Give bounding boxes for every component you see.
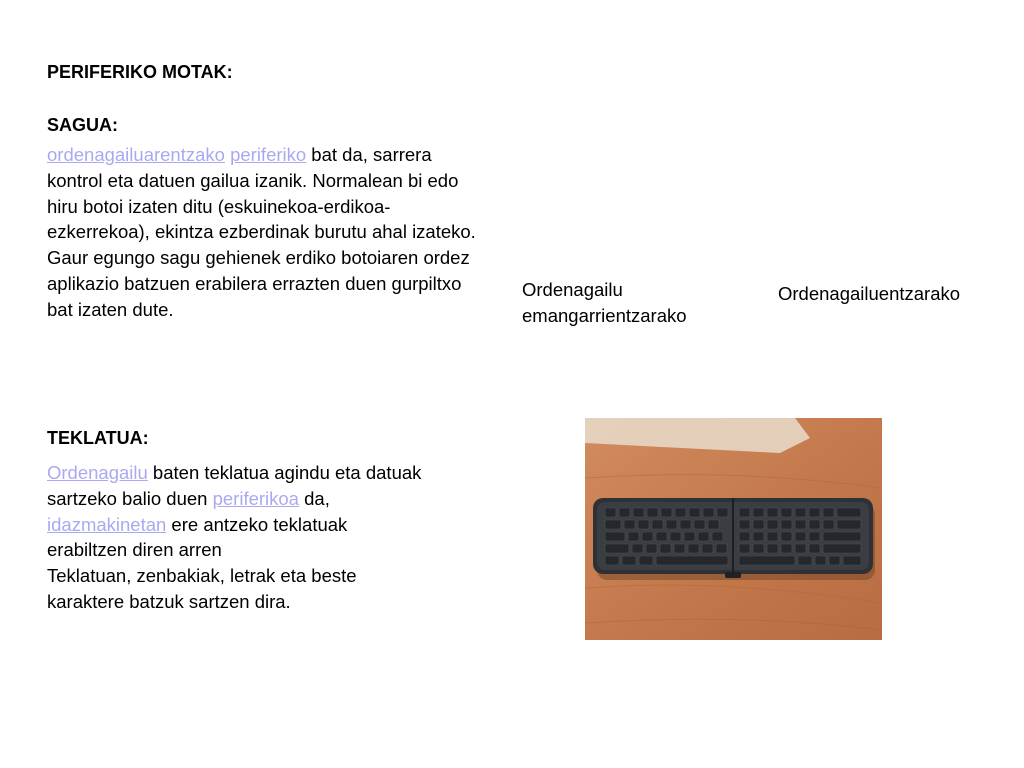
page-title: PERIFERIKO MOTAK:	[47, 62, 233, 82]
caption-portable-mouse: Ordenagailu emangarrientzarako	[522, 279, 687, 326]
link-periferikoa[interactable]: periferikoa	[212, 487, 299, 509]
link-periferiko[interactable]: periferiko	[230, 144, 307, 165]
teklatua-text4: Teklatuan, zenbakiak, letrak eta beste karaktere batzuk sartzen dira.	[47, 565, 357, 612]
keyboard-photo	[585, 418, 882, 640]
sagua-body: sarrera kontrol eta datuen gailua izanik. Normalean bi edo hiru botoi izaten ditu (eskuinekoa-erdikoa-ezkerrekoa), ekintza ezberdinak burutu ahal izateko. Gaur egungo sagu gehienek erdiko botoiaren ordez aplikazio batzuen erabilera errazten duen gurpiltxo bat izaten dute.	[47, 144, 476, 320]
sagua-paragraph	[47, 142, 487, 323]
link-idazmakinetan[interactable]: idazmakinetan	[47, 513, 167, 535]
link-ordenagailuarentzako[interactable]: ordenagailuarentzako	[47, 144, 225, 165]
caption-desktop-mouse: Ordenagailuentzarako	[778, 283, 961, 304]
sagua-heading: SAGUA:	[47, 115, 118, 135]
teklatua-heading: TEKLATUA:	[47, 428, 149, 448]
link-ordenagailu[interactable]: Ordenagailu	[47, 462, 148, 483]
teklatua-text3: ere antzeko teklatuak erabiltzen diren arren	[47, 513, 348, 561]
teklatua-text1: baten teklatua agindu eta datuak sartzeko balio duen	[47, 462, 422, 509]
teklatua-text2: da,	[298, 487, 330, 509]
teklatua-paragraph	[47, 460, 427, 615]
sagua-line1-rest: bat da,	[306, 144, 368, 165]
keyboard-illustration	[585, 418, 882, 640]
